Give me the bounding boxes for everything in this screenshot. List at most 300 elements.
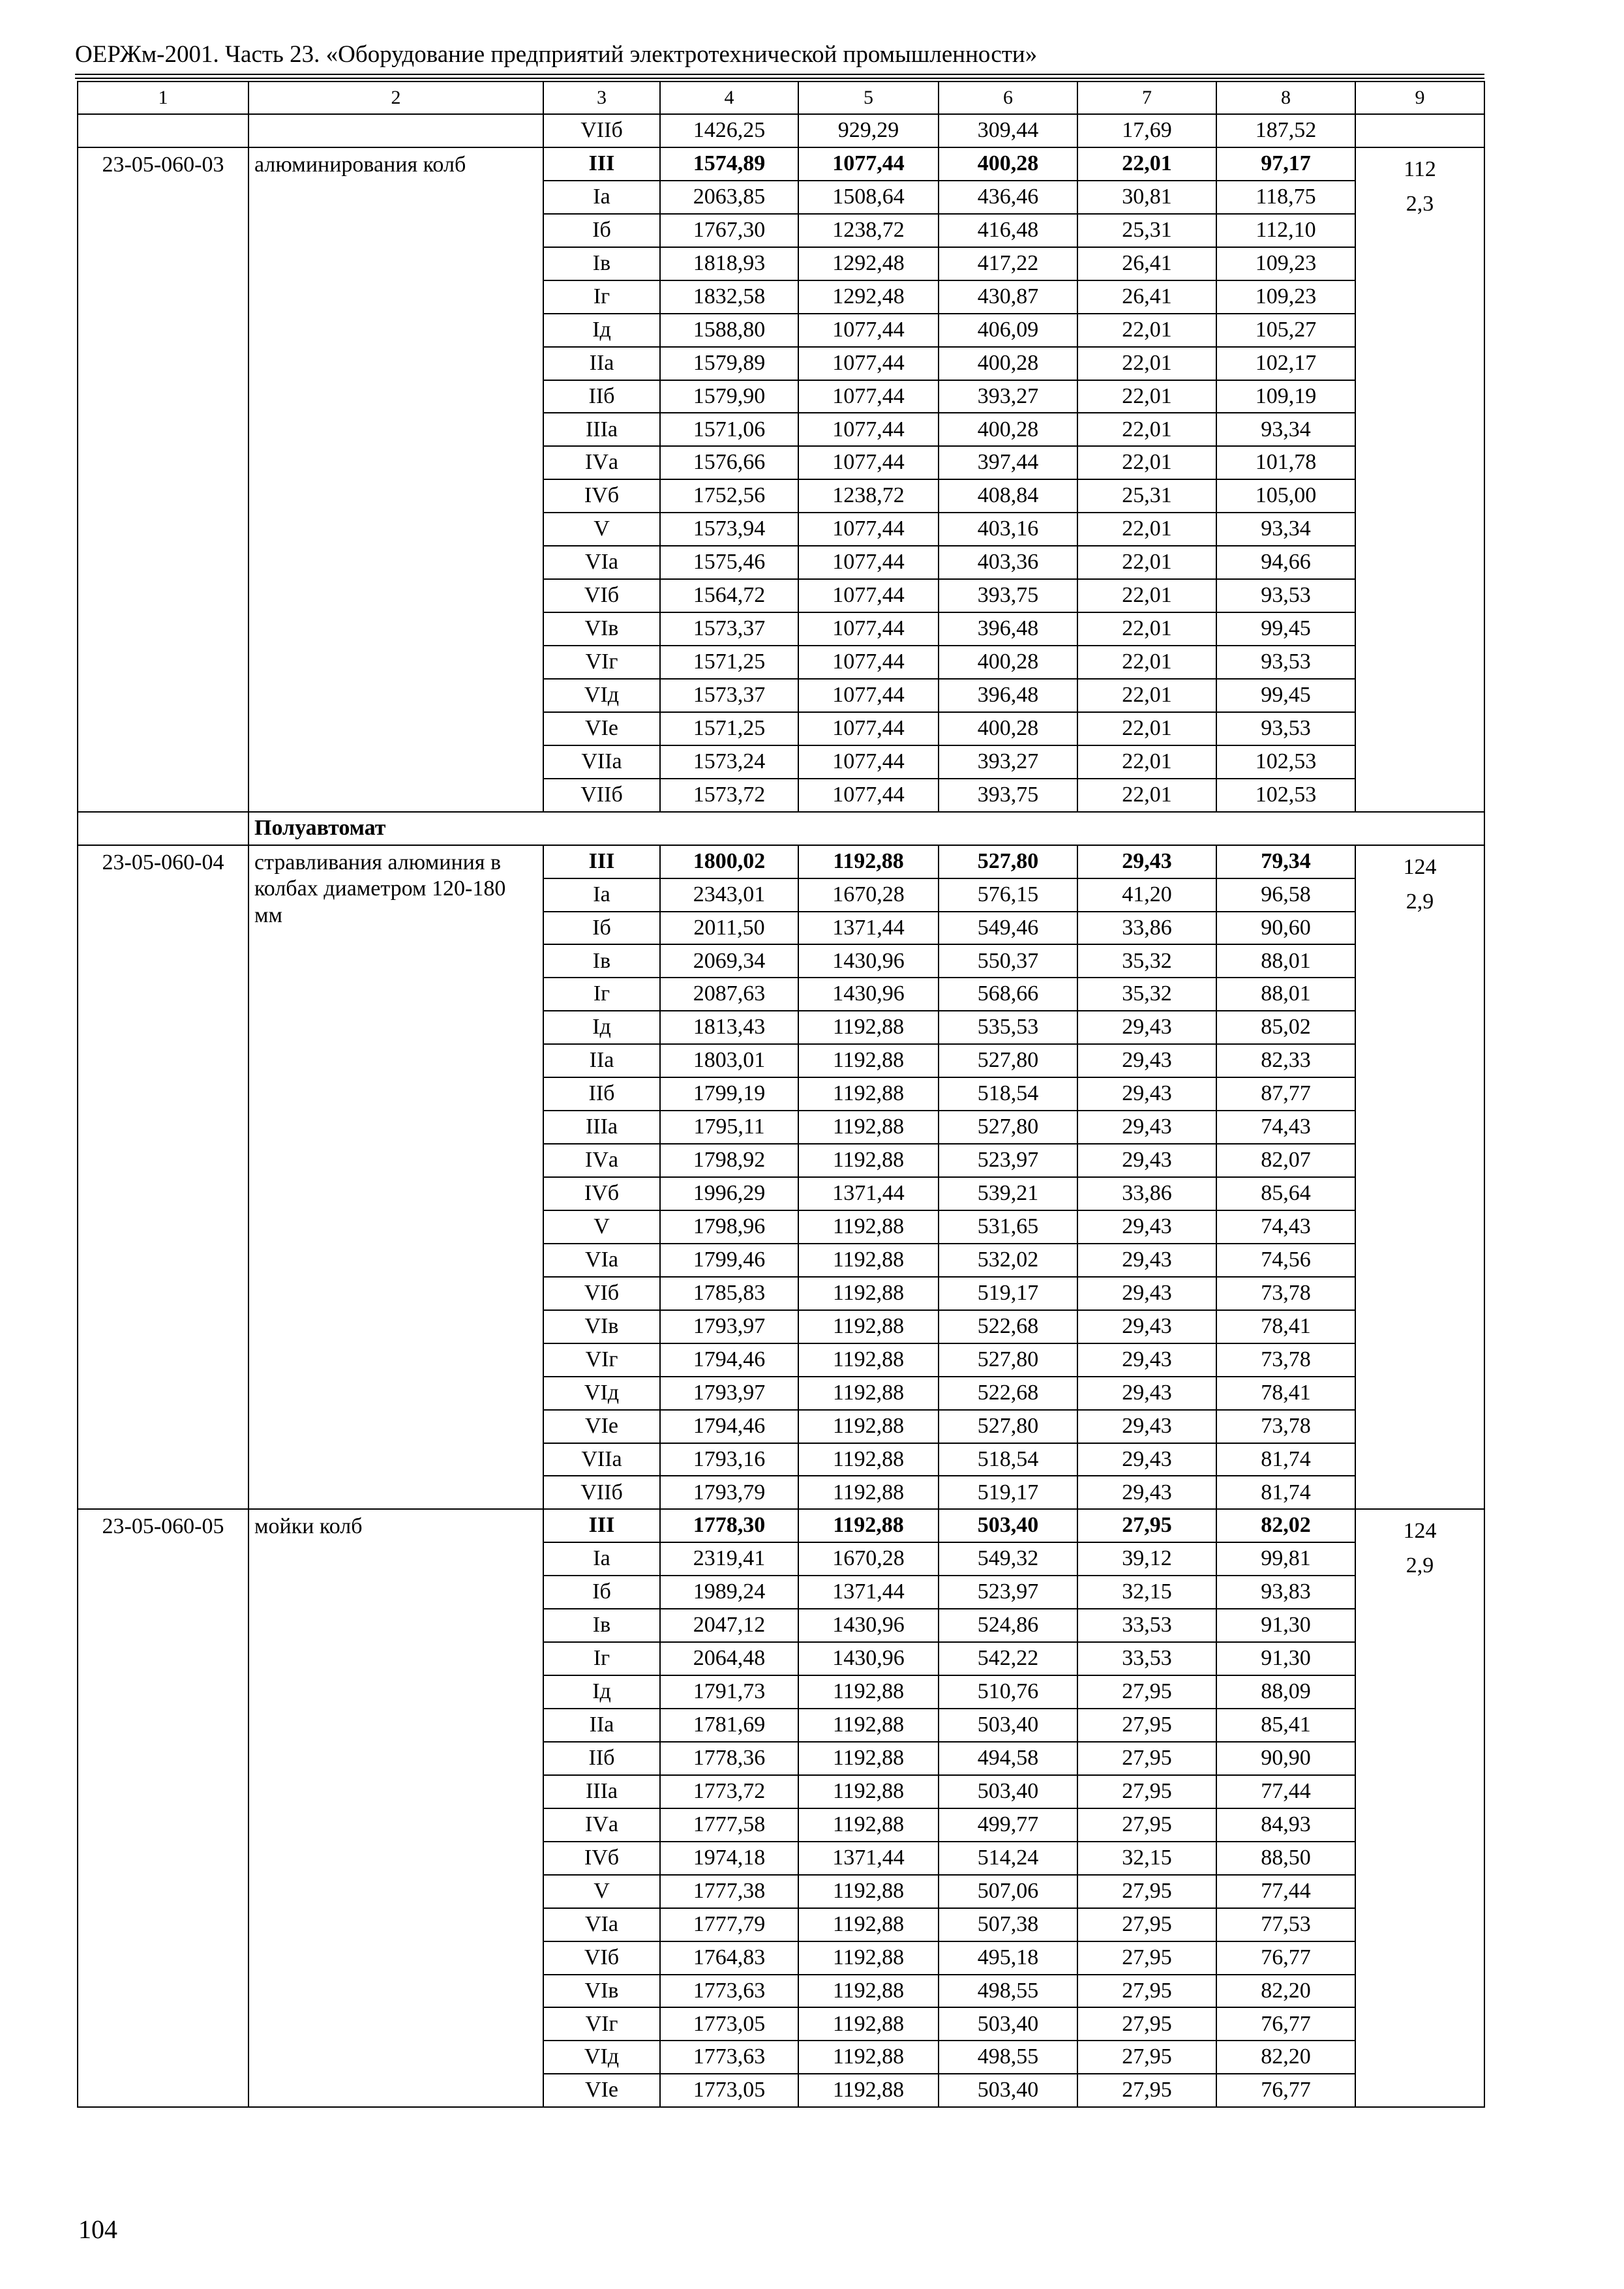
value-cell: 1813,43 <box>660 1011 798 1044</box>
zone-cell: Iа <box>543 181 660 214</box>
value-cell: 1832,58 <box>660 280 798 314</box>
zone-cell: IIб <box>543 1742 660 1775</box>
value-cell: 1778,36 <box>660 1742 798 1775</box>
value-cell: 33,86 <box>1077 912 1216 945</box>
value-cell: 1575,46 <box>660 546 798 579</box>
price-table <box>77 81 1485 2108</box>
value-cell: 1588,80 <box>660 314 798 347</box>
value-cell: 1192,88 <box>798 1675 939 1709</box>
value-cell: 503,40 <box>939 2074 1077 2107</box>
column-number-cell: 5 <box>798 82 939 114</box>
code-cell <box>78 114 248 147</box>
value-cell: 1192,88 <box>798 845 939 878</box>
zone-cell: IIа <box>543 347 660 380</box>
value-cell: 1192,88 <box>798 2007 939 2041</box>
value-cell: 25,31 <box>1077 479 1216 513</box>
value-cell: 514,24 <box>939 1842 1077 1875</box>
name-cell: алюминирования колб <box>248 147 543 812</box>
value-cell: 430,87 <box>939 280 1077 314</box>
value-cell: 105,00 <box>1216 479 1355 513</box>
value-cell: 527,80 <box>939 1343 1077 1377</box>
value-cell: 97,17 <box>1216 147 1355 181</box>
name-cell <box>248 114 543 147</box>
zone-cell: VIа <box>543 1244 660 1277</box>
value-cell: 393,27 <box>939 380 1077 413</box>
value-cell: 29,43 <box>1077 1410 1216 1443</box>
column-number-cell: 1 <box>78 82 248 114</box>
zone-cell: VIе <box>543 2074 660 2107</box>
value-cell: 1818,93 <box>660 247 798 280</box>
value-cell: 27,95 <box>1077 1808 1216 1842</box>
value-cell: 22,01 <box>1077 712 1216 745</box>
zone-cell: VIб <box>543 1941 660 1975</box>
column-number-cell: 3 <box>543 82 660 114</box>
header-rule <box>75 78 1484 79</box>
value-cell: 1996,29 <box>660 1177 798 1210</box>
value-cell: 531,65 <box>939 1210 1077 1244</box>
value-cell: 74,43 <box>1216 1210 1355 1244</box>
value-cell: 393,75 <box>939 579 1077 612</box>
value-cell: 397,44 <box>939 446 1077 479</box>
value-cell: 109,23 <box>1216 247 1355 280</box>
value-cell: 495,18 <box>939 1941 1077 1975</box>
value-cell: 1974,18 <box>660 1842 798 1875</box>
value-cell: 1077,44 <box>798 679 939 712</box>
value-cell: 1574,89 <box>660 147 798 181</box>
value-cell: 25,31 <box>1077 214 1216 247</box>
value-cell: 1192,88 <box>798 1244 939 1277</box>
value-cell: 510,76 <box>939 1675 1077 1709</box>
value-cell: 1077,44 <box>798 646 939 679</box>
value-cell: 1799,19 <box>660 1077 798 1111</box>
value-cell: 1192,88 <box>798 1210 939 1244</box>
value-cell: 1077,44 <box>798 147 939 181</box>
value-cell: 523,97 <box>939 1576 1077 1609</box>
value-cell: 27,95 <box>1077 1975 1216 2008</box>
value-cell: 102,53 <box>1216 779 1355 812</box>
zone-cell: IIIа <box>543 413 660 446</box>
value-cell: 1670,28 <box>798 878 939 912</box>
table-row <box>78 845 1484 878</box>
value-cell: 22,01 <box>1077 546 1216 579</box>
value-cell: 2087,63 <box>660 978 798 1011</box>
value-cell: 1777,38 <box>660 1875 798 1908</box>
zone-cell: VIб <box>543 1277 660 1310</box>
value-cell: 1777,79 <box>660 1908 798 1941</box>
value-cell: 99,45 <box>1216 612 1355 646</box>
zone-cell: Iд <box>543 1675 660 1709</box>
value-cell: 1371,44 <box>798 1842 939 1875</box>
zone-cell: VIIб <box>543 1476 660 1509</box>
value-cell: 1573,72 <box>660 779 798 812</box>
zone-cell: Iг <box>543 978 660 1011</box>
value-cell: 1773,72 <box>660 1775 798 1808</box>
col9-cell: 124 2,9 <box>1355 845 1484 1510</box>
value-cell: 22,01 <box>1077 413 1216 446</box>
value-cell: 1798,96 <box>660 1210 798 1244</box>
value-cell: 1571,25 <box>660 712 798 745</box>
value-cell: 2011,50 <box>660 912 798 945</box>
value-cell: 82,20 <box>1216 1975 1355 2008</box>
zone-cell: Iв <box>543 944 660 978</box>
value-cell: 550,37 <box>939 944 1077 978</box>
value-cell: 33,86 <box>1077 1177 1216 1210</box>
zone-cell: V <box>543 1210 660 1244</box>
zone-cell: Iд <box>543 1011 660 1044</box>
value-cell: 93,34 <box>1216 513 1355 546</box>
value-cell: 1371,44 <box>798 1576 939 1609</box>
value-cell: 1192,88 <box>798 1310 939 1343</box>
value-cell: 406,09 <box>939 314 1077 347</box>
value-cell: 1192,88 <box>798 1277 939 1310</box>
value-cell: 1564,72 <box>660 579 798 612</box>
value-cell: 90,90 <box>1216 1742 1355 1775</box>
value-cell: 39,12 <box>1077 1542 1216 1576</box>
value-cell: 1430,96 <box>798 1609 939 1642</box>
value-cell: 73,78 <box>1216 1410 1355 1443</box>
value-cell: 1192,88 <box>798 1808 939 1842</box>
value-cell: 2063,85 <box>660 181 798 214</box>
value-cell: 1192,88 <box>798 1343 939 1377</box>
value-cell: 1077,44 <box>798 347 939 380</box>
value-cell: 400,28 <box>939 347 1077 380</box>
zone-cell: IIа <box>543 1709 660 1742</box>
value-cell: 1778,30 <box>660 1509 798 1542</box>
value-cell: 1430,96 <box>798 1642 939 1675</box>
zone-cell: VIг <box>543 646 660 679</box>
col9-cell: 124 2,9 <box>1355 1509 1484 2107</box>
value-cell: 1192,88 <box>798 1044 939 1077</box>
value-cell: 507,06 <box>939 1875 1077 1908</box>
value-cell: 29,43 <box>1077 1044 1216 1077</box>
value-cell: 2319,41 <box>660 1542 798 1576</box>
value-cell: 549,32 <box>939 1542 1077 1576</box>
value-cell: 400,28 <box>939 147 1077 181</box>
carryover-row <box>78 114 1484 147</box>
value-cell: 1077,44 <box>798 314 939 347</box>
value-cell: 27,95 <box>1077 1775 1216 1808</box>
value-cell: 1573,24 <box>660 745 798 779</box>
value-cell: 498,55 <box>939 1975 1077 2008</box>
value-cell: 503,40 <box>939 2007 1077 2041</box>
value-cell: 1793,79 <box>660 1476 798 1509</box>
value-cell: 41,20 <box>1077 878 1216 912</box>
value-cell: 187,52 <box>1216 114 1355 147</box>
value-cell: 1989,24 <box>660 1576 798 1609</box>
value-cell: 1292,48 <box>798 247 939 280</box>
value-cell: 99,81 <box>1216 1542 1355 1576</box>
column-number-cell: 2 <box>248 82 543 114</box>
value-cell: 93,83 <box>1216 1576 1355 1609</box>
value-cell: 2343,01 <box>660 878 798 912</box>
value-cell: 82,02 <box>1216 1509 1355 1542</box>
value-cell: 1773,05 <box>660 2007 798 2041</box>
value-cell: 27,95 <box>1077 1875 1216 1908</box>
zone-cell: VIд <box>543 1377 660 1410</box>
value-cell: 77,53 <box>1216 1908 1355 1941</box>
value-cell: 102,17 <box>1216 347 1355 380</box>
value-cell: 1785,83 <box>660 1277 798 1310</box>
page-header-title: ОЕРЖм-2001. Часть 23. «Оборудование предприятий электротехнической промышленности» <box>75 41 1038 68</box>
column-number-cell: 6 <box>939 82 1077 114</box>
zone-cell: IVа <box>543 446 660 479</box>
value-cell: 85,64 <box>1216 1177 1355 1210</box>
value-cell: 82,07 <box>1216 1144 1355 1177</box>
zone-cell: IVб <box>543 479 660 513</box>
column-number-cell: 8 <box>1216 82 1355 114</box>
value-cell: 498,55 <box>939 2041 1077 2074</box>
zone-cell: VIг <box>543 2007 660 2041</box>
value-cell: 507,38 <box>939 1908 1077 1941</box>
value-cell: 417,22 <box>939 247 1077 280</box>
value-cell: 1773,63 <box>660 2041 798 2074</box>
value-cell: 22,01 <box>1077 779 1216 812</box>
value-cell: 523,97 <box>939 1144 1077 1177</box>
value-cell: 22,01 <box>1077 679 1216 712</box>
value-cell: 1508,64 <box>798 181 939 214</box>
value-cell: 17,69 <box>1077 114 1216 147</box>
value-cell: 1192,88 <box>798 1709 939 1742</box>
value-cell: 1777,58 <box>660 1808 798 1842</box>
section-title: Полуавтомат <box>248 812 1484 845</box>
zone-cell: Iа <box>543 1542 660 1576</box>
value-cell: 88,50 <box>1216 1842 1355 1875</box>
value-cell: 88,09 <box>1216 1675 1355 1709</box>
value-cell: 32,15 <box>1077 1842 1216 1875</box>
value-cell: 1573,37 <box>660 679 798 712</box>
value-cell: 27,95 <box>1077 1675 1216 1709</box>
column-numbers-row <box>78 82 1484 114</box>
zone-cell: Iг <box>543 280 660 314</box>
value-cell: 94,66 <box>1216 546 1355 579</box>
value-cell: 105,27 <box>1216 314 1355 347</box>
value-cell: 1573,94 <box>660 513 798 546</box>
code-cell: 23-05-060-04 <box>78 845 248 1510</box>
value-cell: 73,78 <box>1216 1343 1355 1377</box>
value-cell: 1579,90 <box>660 380 798 413</box>
value-cell: 522,68 <box>939 1310 1077 1343</box>
zone-cell: V <box>543 1875 660 1908</box>
zone-cell: VIд <box>543 2041 660 2074</box>
value-cell: 27,95 <box>1077 1908 1216 1941</box>
value-cell: 22,01 <box>1077 745 1216 779</box>
zone-cell: Iб <box>543 912 660 945</box>
value-cell: 1192,88 <box>798 2041 939 2074</box>
value-cell: 26,41 <box>1077 280 1216 314</box>
value-cell: 81,74 <box>1216 1443 1355 1476</box>
value-cell: 1371,44 <box>798 912 939 945</box>
value-cell: 30,81 <box>1077 181 1216 214</box>
value-cell: 91,30 <box>1216 1609 1355 1642</box>
value-cell: 1795,11 <box>660 1111 798 1144</box>
value-cell: 1793,16 <box>660 1443 798 1476</box>
value-cell: 1192,88 <box>798 1077 939 1111</box>
value-cell: 1192,88 <box>798 1509 939 1542</box>
value-cell: 22,01 <box>1077 380 1216 413</box>
header-rule <box>75 74 1484 75</box>
value-cell: 29,43 <box>1077 1011 1216 1044</box>
value-cell: 1077,44 <box>798 446 939 479</box>
value-cell: 1794,46 <box>660 1343 798 1377</box>
value-cell: 1192,88 <box>798 1908 939 1941</box>
value-cell: 408,84 <box>939 479 1077 513</box>
value-cell: 82,20 <box>1216 2041 1355 2074</box>
zone-cell: V <box>543 513 660 546</box>
value-cell: 88,01 <box>1216 978 1355 1011</box>
value-cell: 29,43 <box>1077 1377 1216 1410</box>
value-cell: 1752,56 <box>660 479 798 513</box>
value-cell: 78,41 <box>1216 1310 1355 1343</box>
zone-cell: Iб <box>543 214 660 247</box>
value-cell: 1764,83 <box>660 1941 798 1975</box>
col9-cell: 112 2,3 <box>1355 147 1484 812</box>
value-cell: 81,74 <box>1216 1476 1355 1509</box>
value-cell: 27,95 <box>1077 1509 1216 1542</box>
zone-cell: VIг <box>543 1343 660 1377</box>
value-cell: 396,48 <box>939 612 1077 646</box>
value-cell: 1371,44 <box>798 1177 939 1210</box>
value-cell: 1192,88 <box>798 1742 939 1775</box>
value-cell: 1192,88 <box>798 1975 939 2008</box>
value-cell: 2069,34 <box>660 944 798 978</box>
value-cell: 1800,02 <box>660 845 798 878</box>
value-cell: 109,23 <box>1216 280 1355 314</box>
value-cell: 1430,96 <box>798 978 939 1011</box>
value-cell: 1791,73 <box>660 1675 798 1709</box>
value-cell: 77,44 <box>1216 1875 1355 1908</box>
value-cell: 1781,69 <box>660 1709 798 1742</box>
value-cell: 1576,66 <box>660 446 798 479</box>
value-cell: 393,27 <box>939 745 1077 779</box>
value-cell: 29,43 <box>1077 1343 1216 1377</box>
value-cell: 27,95 <box>1077 1742 1216 1775</box>
zone-cell: VIIб <box>543 779 660 812</box>
value-cell: 403,16 <box>939 513 1077 546</box>
value-cell: 27,95 <box>1077 2041 1216 2074</box>
value-cell: 309,44 <box>939 114 1077 147</box>
value-cell: 1238,72 <box>798 214 939 247</box>
zone-cell: VIб <box>543 579 660 612</box>
zone-cell: VIе <box>543 712 660 745</box>
column-number-cell: 7 <box>1077 82 1216 114</box>
value-cell: 29,43 <box>1077 1144 1216 1177</box>
page-number: 104 <box>78 2215 117 2244</box>
value-cell: 527,80 <box>939 845 1077 878</box>
zone-cell: Iд <box>543 314 660 347</box>
zone-cell: Iб <box>543 1576 660 1609</box>
value-cell: 85,02 <box>1216 1011 1355 1044</box>
zone-cell: IVа <box>543 1808 660 1842</box>
value-cell: 22,01 <box>1077 347 1216 380</box>
value-cell: 518,54 <box>939 1077 1077 1111</box>
col9-cell <box>1355 114 1484 147</box>
value-cell: 29,43 <box>1077 1443 1216 1476</box>
value-cell: 1773,05 <box>660 2074 798 2107</box>
value-cell: 1077,44 <box>798 579 939 612</box>
zone-cell: III <box>543 845 660 878</box>
value-cell: 1292,48 <box>798 280 939 314</box>
value-cell: 1773,63 <box>660 1975 798 2008</box>
value-cell: 1192,88 <box>798 1144 939 1177</box>
zone-cell: IVа <box>543 1144 660 1177</box>
value-cell: 549,46 <box>939 912 1077 945</box>
value-cell: 1238,72 <box>798 479 939 513</box>
zone-cell: VIIа <box>543 745 660 779</box>
value-cell: 1573,37 <box>660 612 798 646</box>
value-cell: 74,56 <box>1216 1244 1355 1277</box>
value-cell: 2047,12 <box>660 1609 798 1642</box>
zone-cell: IIIа <box>543 1111 660 1144</box>
value-cell: 542,22 <box>939 1642 1077 1675</box>
value-cell: 400,28 <box>939 646 1077 679</box>
zone-cell: Iв <box>543 1609 660 1642</box>
value-cell: 32,15 <box>1077 1576 1216 1609</box>
value-cell: 535,53 <box>939 1011 1077 1044</box>
value-cell: 1767,30 <box>660 214 798 247</box>
zone-cell: IVб <box>543 1177 660 1210</box>
value-cell: 503,40 <box>939 1775 1077 1808</box>
value-cell: 22,01 <box>1077 612 1216 646</box>
value-cell: 1192,88 <box>798 1111 939 1144</box>
value-cell: 77,44 <box>1216 1775 1355 1808</box>
value-cell: 22,01 <box>1077 147 1216 181</box>
value-cell: 33,53 <box>1077 1609 1216 1642</box>
value-cell: 1579,89 <box>660 347 798 380</box>
value-cell: 400,28 <box>939 413 1077 446</box>
zone-cell: Iа <box>543 878 660 912</box>
value-cell: 1426,25 <box>660 114 798 147</box>
value-cell: VIIб <box>543 114 660 147</box>
value-cell: 1793,97 <box>660 1377 798 1410</box>
value-cell: 29,43 <box>1077 1310 1216 1343</box>
value-cell: 74,43 <box>1216 1111 1355 1144</box>
value-cell: 1192,88 <box>798 1941 939 1975</box>
value-cell: 527,80 <box>939 1410 1077 1443</box>
value-cell: 33,53 <box>1077 1642 1216 1675</box>
value-cell: 29,43 <box>1077 1476 1216 1509</box>
value-cell: 1798,92 <box>660 1144 798 1177</box>
value-cell: 109,19 <box>1216 380 1355 413</box>
zone-cell: VIе <box>543 1410 660 1443</box>
column-number-cell: 4 <box>660 82 798 114</box>
value-cell: 27,95 <box>1077 2074 1216 2107</box>
value-cell: 1192,88 <box>798 1443 939 1476</box>
value-cell: 102,53 <box>1216 745 1355 779</box>
name-cell: мойки колб <box>248 1509 543 2107</box>
value-cell: 27,95 <box>1077 1941 1216 1975</box>
column-number-cell: 9 <box>1355 82 1484 114</box>
value-cell: 93,53 <box>1216 712 1355 745</box>
value-cell: 96,58 <box>1216 878 1355 912</box>
value-cell: 494,58 <box>939 1742 1077 1775</box>
value-cell: 396,48 <box>939 679 1077 712</box>
value-cell: 1571,06 <box>660 413 798 446</box>
value-cell: 90,60 <box>1216 912 1355 945</box>
value-cell: 29,43 <box>1077 1077 1216 1111</box>
value-cell: 99,45 <box>1216 679 1355 712</box>
value-cell: 22,01 <box>1077 579 1216 612</box>
value-cell: 101,78 <box>1216 446 1355 479</box>
value-cell: 503,40 <box>939 1509 1077 1542</box>
value-cell: 522,68 <box>939 1377 1077 1410</box>
value-cell: 82,33 <box>1216 1044 1355 1077</box>
value-cell: 118,75 <box>1216 181 1355 214</box>
value-cell: 93,53 <box>1216 646 1355 679</box>
table-row <box>78 1509 1484 1542</box>
value-cell: 1793,97 <box>660 1310 798 1343</box>
value-cell: 22,01 <box>1077 446 1216 479</box>
value-cell: 76,77 <box>1216 2007 1355 2041</box>
